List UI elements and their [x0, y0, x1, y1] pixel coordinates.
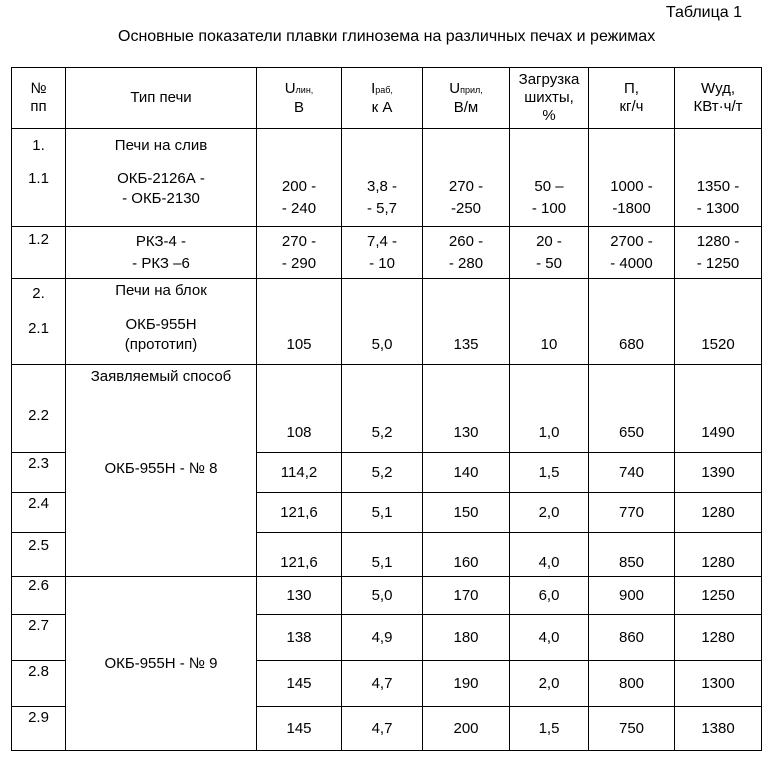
cell-load: 10 [510, 279, 589, 365]
row-num: 2.7 [12, 615, 66, 661]
cell-p: 900 [589, 577, 675, 615]
header-p: П, кг/ч [589, 68, 675, 129]
cell-i-rab: 5,0 [342, 577, 423, 615]
cell-u-lin: 108 [257, 365, 342, 453]
cell-w: 1280 - - 1250 [675, 227, 762, 279]
cell-i-rab: 4,7 [342, 661, 423, 707]
cell-u-pril: 150 [423, 493, 510, 533]
furnace-table [11, 67, 762, 751]
cell-w: 1250 [675, 577, 762, 615]
row-num: 2.2 [12, 365, 66, 453]
cell-load: 2,0 [510, 661, 589, 707]
cell-u-pril: 170 [423, 577, 510, 615]
cell-u-pril: 135 [423, 279, 510, 365]
row-num: 2.9 [12, 707, 66, 751]
cell-p: 650 [589, 365, 675, 453]
row-num: 2.4 [12, 493, 66, 533]
cell-p: 860 [589, 615, 675, 661]
table-label: Таблица 1 [665, 4, 742, 21]
merged-type-8 [66, 365, 257, 577]
header-u-lin: Uлин, В [257, 68, 342, 129]
row-type: Печи на блок ОКБ-955Н (прототип) [66, 279, 257, 365]
cell-w: 1390 [675, 453, 762, 493]
cell-i-rab: 3,8 - - 5,7 [342, 129, 423, 227]
cell-load: 20 - - 50 [510, 227, 589, 279]
cell-i-rab: 5,1 [342, 533, 423, 577]
cell-u-lin: 270 - - 290 [257, 227, 342, 279]
row-type: РКЗ-4 - - РКЗ –6 [66, 227, 257, 279]
cell-load: 2,0 [510, 493, 589, 533]
row-num: 1. 1.1 [12, 129, 66, 227]
header-w: Wуд, КВт·ч/т [675, 68, 762, 129]
cell-w: 1490 [675, 365, 762, 453]
row-num: 2.8 [12, 661, 66, 707]
cell-load: 1,5 [510, 453, 589, 493]
cell-u-pril: 260 - - 280 [423, 227, 510, 279]
cell-p: 850 [589, 533, 675, 577]
header-u-pril: Uприл, В/м [423, 68, 510, 129]
table-title: Основные показатели плавки глинозема на различных печах и режимах [118, 28, 656, 45]
header-load: Загрузка шихты, % [510, 68, 589, 129]
cell-u-pril: 190 [423, 661, 510, 707]
cell-load: 1,0 [510, 365, 589, 453]
header-type: Тип печи [66, 68, 257, 129]
table-row [12, 279, 762, 365]
cell-p: 680 [589, 279, 675, 365]
cell-i-rab: 5,0 [342, 279, 423, 365]
cell-load: 4,0 [510, 533, 589, 577]
cell-w: 1380 [675, 707, 762, 751]
cell-u-lin: 145 [257, 707, 342, 751]
furnace-9-label: ОКБ-955Н - № 9 [66, 577, 257, 751]
cell-w: 1300 [675, 661, 762, 707]
cell-w: 1280 [675, 615, 762, 661]
cell-u-lin: 121,6 [257, 533, 342, 577]
cell-w: 1520 [675, 279, 762, 365]
row-num: 1.2 [12, 227, 66, 279]
cell-u-lin: 200 - - 240 [257, 129, 342, 227]
cell-load: 50 – - 100 [510, 129, 589, 227]
cell-w: 1280 [675, 533, 762, 577]
cell-u-pril: 270 - -250 [423, 129, 510, 227]
furnace-8-label: ОКБ-955Н - № 8 [104, 460, 218, 477]
cell-u-lin: 130 [257, 577, 342, 615]
cell-w: 1350 - - 1300 [675, 129, 762, 227]
cell-u-pril: 200 [423, 707, 510, 751]
row-num: 2.5 [12, 533, 66, 577]
cell-i-rab: 5,2 [342, 365, 423, 453]
cell-i-rab: 4,9 [342, 615, 423, 661]
cell-load: 4,0 [510, 615, 589, 661]
cell-u-pril: 140 [423, 453, 510, 493]
cell-u-pril: 130 [423, 365, 510, 453]
cell-u-lin: 114,2 [257, 453, 342, 493]
header-num: № пп [12, 68, 66, 129]
row-type: Печи на слив ОКБ-2126А - - ОКБ-2130 [66, 129, 257, 227]
row-num: 2.6 [12, 577, 66, 615]
cell-p: 800 [589, 661, 675, 707]
cell-w: 1280 [675, 493, 762, 533]
cell-p: 770 [589, 493, 675, 533]
table-row [12, 129, 762, 227]
cell-p: 740 [589, 453, 675, 493]
cell-p: 750 [589, 707, 675, 751]
cell-i-rab: 5,1 [342, 493, 423, 533]
table-row [12, 577, 762, 615]
cell-u-lin: 121,6 [257, 493, 342, 533]
cell-u-pril: 160 [423, 533, 510, 577]
cell-u-lin: 145 [257, 661, 342, 707]
table-row [12, 227, 762, 279]
cell-p: 2700 - - 4000 [589, 227, 675, 279]
cell-i-rab: 5,2 [342, 453, 423, 493]
group-label-claimed: Заявляемый способ [90, 368, 232, 385]
cell-load: 1,5 [510, 707, 589, 751]
cell-u-pril: 180 [423, 615, 510, 661]
cell-i-rab: 7,4 - - 10 [342, 227, 423, 279]
cell-u-lin: 138 [257, 615, 342, 661]
cell-u-lin: 105 [257, 279, 342, 365]
cell-p: 1000 - -1800 [589, 129, 675, 227]
table-row [12, 365, 762, 453]
header-row [12, 68, 762, 129]
cell-load: 6,0 [510, 577, 589, 615]
cell-i-rab: 4,7 [342, 707, 423, 751]
row-num: 2. 2.1 [12, 279, 66, 365]
header-i-rab: Iраб, к А [342, 68, 423, 129]
row-num: 2.3 [12, 453, 66, 493]
